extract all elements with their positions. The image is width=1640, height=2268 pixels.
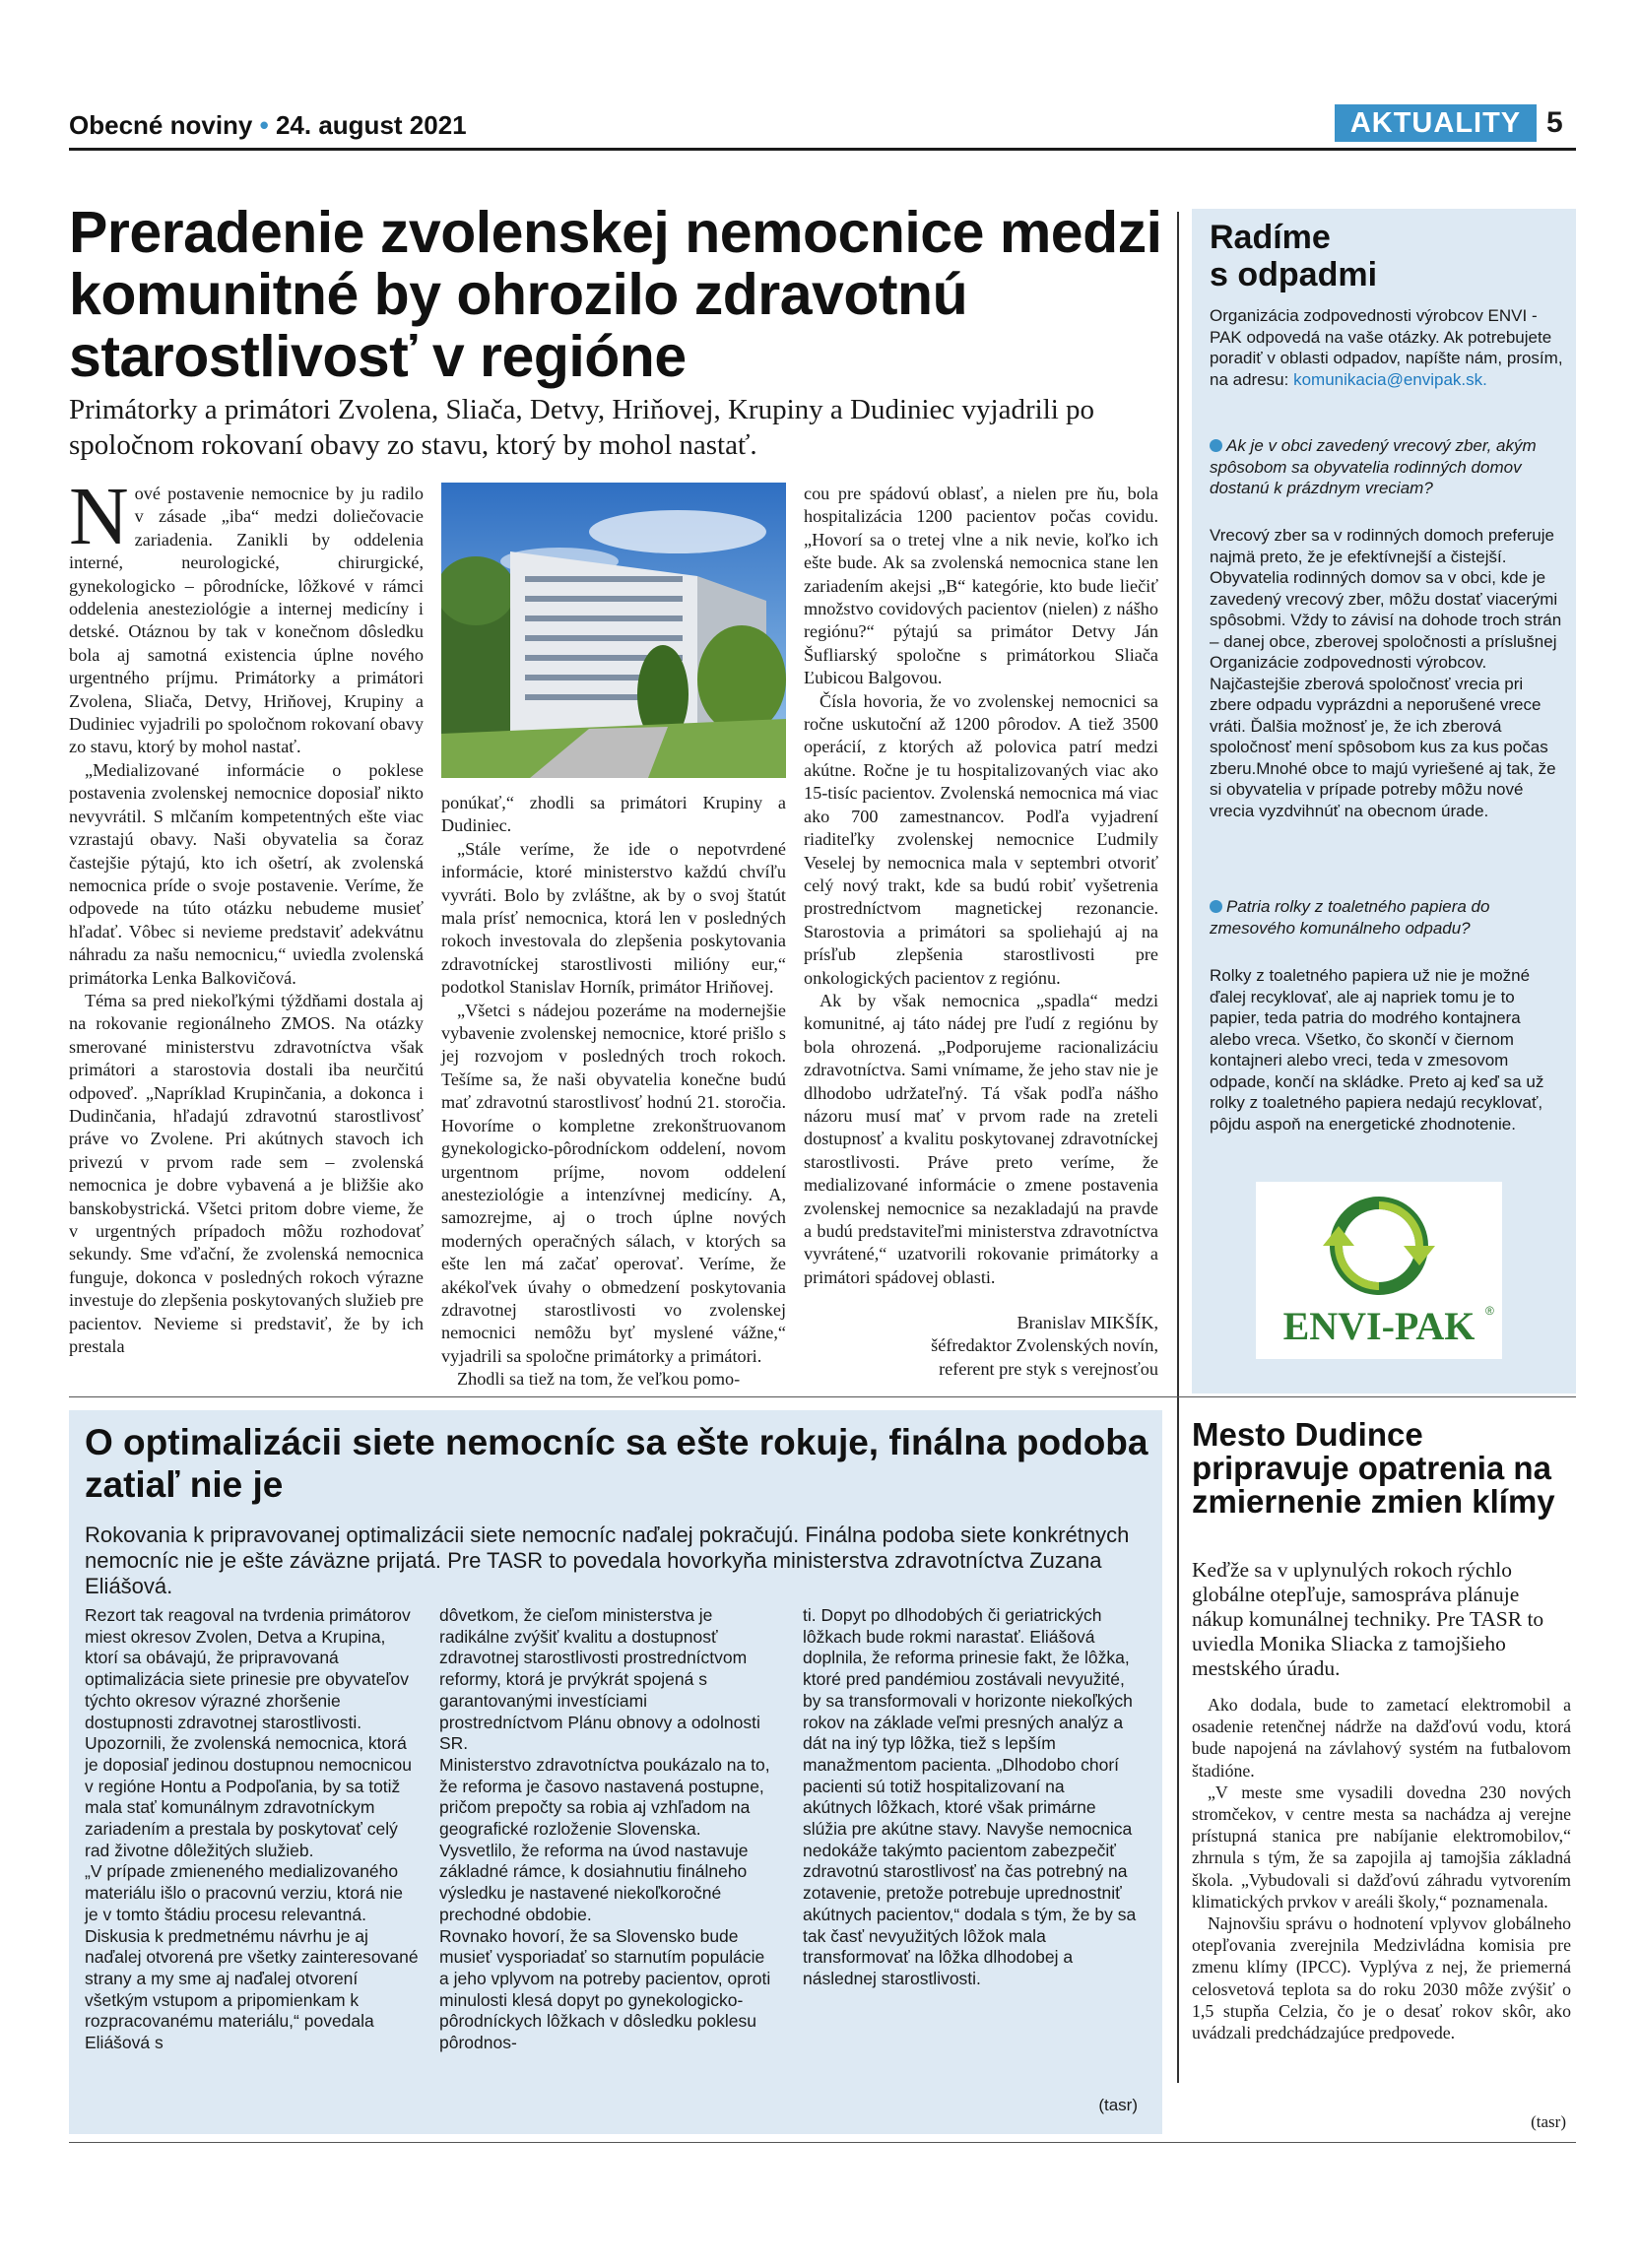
paragraph: Rovnako hovorí, že sa Slovensko bude musieť vysporiadať so starnutím populácie a jeho vplyvom na potreby pacientov, oproti minulosti klesá dopyt po gynekologicko-pôrodníckych lôžkach v dôsledku poklesu pôrodnos- xyxy=(439,1925,771,2053)
paragraph: ponúkať,“ zhodli sa primátori Krupiny a Dudiniec. xyxy=(441,793,786,836)
main-column-2 xyxy=(441,792,786,1392)
answer-2: Rolky z toaletného papiera už nie je možné ďalej recyklovať, ale aj napriek tomu je to papier, teda patria do modrého kontajnera alebo vreca. Všetko, čo skončí v čiernom kontajneri alebo vreci, teda v zmesovom odpade, končí na skládke. Preto aj keď sa už rolky z toaletného papiera nedajú recyklovať, pôjdu aspoň na energetické zhodnotenie. xyxy=(1210,966,1544,1134)
sidebar2-body xyxy=(1192,1694,1571,2043)
sidebar2-lead: Keďže sa v uplynulých rokoch rýchlo globálne otepľuje, samospráva plánuje nákup komunálnej techniky. Pre TASR to uviedla Monika Sliacka z tamojšieho mestského úradu. xyxy=(1192,1558,1544,1680)
sidebar-title-line-2: s odpadmi xyxy=(1210,256,1378,293)
paragraph: Ministerstvo zdravotníctva poukázalo na to, že reforma je časovo nastavená postupne, pričom prepočty sa robia aj vzhľadom na geografické rozloženie Slovenska. Vysvetlilo, že reforma na úvod nastavuje základné rámce, k dosiahnutiu finálneho výsledku je nastavené niekoľkoročné prechodné obdobie. xyxy=(439,1754,770,1924)
hospital-building-image xyxy=(441,483,786,778)
paper-name: Obecné noviny xyxy=(69,110,253,140)
main-column-3 xyxy=(804,483,1158,1289)
bullet-icon xyxy=(1210,439,1222,452)
question-2: Patria rolky z toaletného papiera do zmesového komunálneho odpadu? xyxy=(1210,897,1490,938)
section-rule xyxy=(69,1396,1576,1397)
logo-wordmark: ENVI-PAK xyxy=(1282,1304,1476,1348)
answer-1: Vrecový zber sa v rodinných domoch preferuje najmä preto, že je efektívnejší a čistejší. Obyvatelia rodinných domov sa v obci, kde je zavedený vrecový zber, môžu dostať viacerými spôsobmi. Vždy to závisí na dohode troch strán – danej obce, zberovej spoločnosti a príslušnej Organizácie zodpovednosti výrobcov. Najčastejšie zberová spoločnosť vrecia pri zbere odpadu vyprázdni a neporušené vrece vráti. Ďalšia možnosť je, že ich zberová spoločnosť mení spôsobom kus za kus počas zberu.Mnohé obce to majú vyriešené aj tak, že si obyvatelia v prípade potreby môžu nové vrecia vyzdvihnúť na obecnom úrade. xyxy=(1210,526,1562,820)
paragraph: Rezort tak reagoval na tvrdenia primátorov miest okresov Zvolen, Detva a Krupina, ktorí sa obávajú, že pripravovaná optimalizácia siete prinesie pre obyvateľov týchto okresov výrazné zhoršenie dostupnosti zdravotnej starostlivosti. Upozornili, že zvolenská nemocnica, ktorá je doposiaľ jedinou dostupnou nemocnicou v regióne Hontu a Podpoľania, by sa totiž mala stať komunálnym zdravotníckym zariadením a prestala by poskytovať celý rad životne dôležitých služieb. xyxy=(85,1605,413,1860)
paragraph: Ako dodala, bude to zametací elektromobil a osadenie retenčnej nádrže na dažďovú vodu, ktorá bude napojená na závlahový systém na futbalovom štadióne. xyxy=(1192,1695,1571,1781)
paragraph: Najnovšiu správu o hodnotení vplyvov globálneho otepľovania zverejnila Medzivládna komisia pre zmenu klímy (IPCC). Vyplýva z nej, že priemerná celosvetová teplota sa do roku 2030 môže zvýšiť o 1,5 stupňa Celzia, čo je o desať rokov skôr, ako uvádzali predchádzajúce predpovede. xyxy=(1192,1913,1571,2043)
sidebar-intro: Organizácia zodpovednosti výrobcov ENVI - PAK odpovedá na vaše otázky. Ak potrebujete poradiť v oblasti odpadov, napíšte nám, prosím, na adresu: komunikacia@envipak.sk. xyxy=(1210,306,1563,389)
paragraph: Nové postavenie nemocnice by ju radilo v zásade „iba“ medzi doliečovacie zariadenia. Zanikli by oddelenia interné, neurologické, chirurgické, gynekologicko – pôrodnícke, lôžkové v rámci oddelenia anesteziológie a internej medicíny i detské. Otáznou by tak v konečnom dôsledku bola aj samotná existencia úplne nového urgentného príjmu. Primátorky a primátori Zvolena, Sliača, Detvy, Hriňovej, Krupiny a Dudiniec vyjadrili po spoločnom rokovaní obavy zo stavu, ktorý by mohol nastať. xyxy=(69,471,424,757)
paragraph: „V prípade zmieneného medializovaného materiálu išlo o pracovnú verziu, ktorá nie je v tomto štádiu procesu relevantná. Diskusia k predmetnému návrhu je aj naďalej otvorená pre všetky zainteresované strany a my sme aj naďalej otvorení všetkým vstupom a pripomienkam k rozpracovanému materiálu,“ povedala Eliášová s xyxy=(85,1861,419,2053)
masthead xyxy=(69,110,467,141)
main-headline: Preradenie zvolenskej nemocnice medzi komunitné by ohrozilo zdravotnú starostlivosť v regióne xyxy=(69,200,1162,389)
section-label: AKTUALITY xyxy=(1335,104,1537,142)
paragraph: Zhodli sa tiež na tom, že veľkou pomo- xyxy=(457,1369,741,1390)
main-lead: Primátorky a primátori Zvolena, Sliača, Detvy, Hriňovej, Krupiny a Dudiniec vyjadrili po spoločnom rokovaní obavy zo stavu, ktorý by mohol nastať. xyxy=(69,394,1095,461)
contact-email-link[interactable]: komunikacia@envipak.sk. xyxy=(1293,369,1487,389)
recycle-logo-icon xyxy=(1256,1182,1502,1359)
drop-cap: N xyxy=(69,471,129,562)
paragraph: „V meste sme vysadili dovedna 230 nových stromčekov, v centre mesta sa nachádza aj verejne prístupná stanica pre nabíjanie elektromobilov,“ zhrnula s tým, že sa zapojila aj tamojšia základná škola. „Vybudovali si dažďovú záhradu vytvorením klimatických prvkov v areáli školy,“ poznamenala. xyxy=(1192,1782,1571,1912)
sidebar2-source: (tasr) xyxy=(1531,2112,1566,2131)
sidebar2-headline: Mesto Dudince pripravuje opatrenia na zmiernenie zmien klímy xyxy=(1192,1416,1555,1520)
header-rule xyxy=(69,148,1576,151)
paragraph: „Medializované informácie o poklese postavenia zvolenskej nemocnice doposiaľ nikto nevyvrátil. S mlčaním kompetentných ešte viac vzrastajú obavy. Naši obyvatelia sa čoraz častejšie pýtajú, kto ich ošetrí, ak zvolenská nemocnica príde o svoje postavenie. Veríme, že odpovede na túto otázku nebudeme musieť hľadať. Vôbec si nevieme predstaviť adekvátnu náhradu za našu nemocnicu,“ uviedla zvolenská primátorka Lenka Balkovičová. xyxy=(69,759,424,988)
hospital-photo xyxy=(441,483,786,778)
author-name: Branislav MIKŠÍK, xyxy=(1017,1313,1158,1332)
paragraph: dôvetkom, že cieľom ministerstva je radikálne zvýšiť kvalitu a dostupnosť zdravotnej starostlivosti prostredníctvom reformy, ktorá je prvýkrát spojená s garantovanými investíciami prostredníctvom Plánu obnovy a odolnosti SR. xyxy=(439,1605,760,1754)
envi-pak-logo xyxy=(1256,1182,1502,1359)
page-number: 5 xyxy=(1546,106,1563,139)
paragraph: Téma sa pred niekoľkými týždňami dostala aj na rokovanie regionálneho ZMOS. Na otázky smerované ministerstvu zdravotníctva však primátori a starostovia dostali iba neurčitú odpoveď. „Napríklad Krupinčania, a dokonca i Dudinčania, hľadajú zdravotnú starostlivosť práve vo Zvolene. Pri akútnych stavoch ich privezú v prvom rade sem – zvolenská nemocnica je dobre vybavená a je bližšie ako banskobystrická. Všetci pritom dobre vieme, že v urgentných prípadoch môžu rozhodovať sekundy. Sme vďační, že zvolenská nemocnica funguje, dokonca v posledných rokoch výrazne investuje do zlepšenia poskytovaných služieb pre pacientov. Nevieme si predstaviť, že by ich prestala xyxy=(69,990,424,1357)
bottom-column-3 xyxy=(803,1605,1138,1990)
paragraph: Čísla hovoria, že vo zvolenskej nemocnici sa ročne uskutoční až 1200 pôrodov. A tiež 3500 operácií, z ktorých až polovica patrí medzi akútne. Ročne je tu hospitalizovaných viac ako 15-tisíc pacientov. Zvolenská nemocnica má viac ako 700 zamestnancov. Podľa vyjadrení riaditeľky zvolenskej nemocnice Ľudmily Veselej by nemocnica mala v septembri otvoriť celý nový trakt, kde sa budú robiť vyšetrenia prostredníctvom magnetickej rezonancie. Starostovia a primátori sa spoliehajú aj na prísľub zlepšenia starostlivosti pre onkologických pacientov z regiónu. xyxy=(804,690,1158,988)
paragraph: „Stále veríme, že ide o nepotvrdené informácie, ktoré ministerstvo každú chvíľu vyvráti. Bolo by zvláštne, ak by o svoj štatút mala prísť nemocnica, ktorá len v posledných rokoch investovala do zlepšenia poskytovania zdravotníckej starostlivosti milióny eur,“ podotkol Stanislav Horník, primátor Hriňovej. xyxy=(441,838,786,998)
sidebar-title xyxy=(1210,219,1564,293)
paragraph: ti. Dopyt po dlhodobých či geriatrických lôžkach bude rokmi narastať. Eliášová doplnila, že reforma prinesie fakt, že lôžka, ktoré pred pandémiou zostávali nevyužité, by sa transformovali v horizonte niekoľkých rokov na základe veľmi presných analýz a dát na iný typ lôžka, tiež s lepším manažmentom pacienta. „Dlhodobo chorí pacienti sú totiž hospitalizovaní na akútnych lôžkach, ktoré však primárne slúžia pre akútne stavy. Navyše nemocnica nedokáže takýmto pacientom zabezpečiť zdravotnú starostlivosť na čas potrebný na zotavenie, pretože potrebuje uprednostniť akútnych pacientov,“ dodala s tým, že by sa tak časť nevyužitých lôžok mala transformovať na lôžka dlhodobej a následnej starostlivosti. xyxy=(803,1605,1137,1988)
bottom-column-1 xyxy=(85,1605,420,2054)
registered-mark: ® xyxy=(1485,1304,1494,1318)
main-column-1 xyxy=(69,471,424,1358)
author-signature xyxy=(804,1312,1158,1381)
bottom-headline: O optimalizácii siete nemocníc sa ešte rokuje, finálna podoba zatiaľ nie je xyxy=(85,1422,1148,1505)
footer-rule xyxy=(69,2142,1576,2143)
issue-date: 24. august 2021 xyxy=(275,110,467,140)
author-role: šéfredaktor Zvolenských novín, xyxy=(931,1335,1158,1356)
sidebar-title-line-1: Radíme xyxy=(1210,219,1331,256)
column-divider xyxy=(1177,212,1179,2083)
bullet-icon xyxy=(1210,900,1222,913)
question-1: Ak je v obci zavedený vrecový zber, akým spôsobom sa obyvatelia rodinných domov dostanú k prázdnym vreciam? xyxy=(1210,436,1537,497)
author-role-2: referent pre styk s verejnosťou xyxy=(939,1358,1158,1379)
paragraph: Ak by však nemocnica „spadla“ medzi komunitné, aj táto nádej pre ľudí z regiónu by bola ohrozená. „Podporujeme racionalizáciu zdravotníctva. Sami vnímame, že jeho stav nie je dlhodobo udržateľný. Tá však podľa nášho názoru musí mať v prvom rade na zreteli dostupnosť a kvalitu poskytovanej zdravotníckej starostlivosti. Práve preto veríme, že medializované informácie o zmene postavenia zvolenskej nemocnice sa nezakladajú na pravde a budú predstaviteľmi ministerstva zdravotníctva vyvrátené,“ uzatvorili rokovanie primátorky a primátori spádovej oblasti. xyxy=(804,990,1158,1287)
bottom-column-2 xyxy=(439,1605,774,2054)
paragraph: „Všetci s nádejou pozeráme na modernejšie vybavenie zvolenskej nemocnice, ktoré prišlo s jej rozvojom v posledných troch rokoch. Tešíme sa, že naši obyvatelia konečne budú mať zdravotnú starostlivosť hodnú 21. storočia. Hovoríme o kompletne zrekonštruovanom gynekologicko-pôrodníckom oddelení, novom urgentnom príjme, novom oddelení anesteziológie a intenzívnej medicíny. A, samozrejme, aj o troch úplne nových moderných operačných sálach, v ktorých sa ešte len má začať operovať. Veríme, že akékoľvek úvahy o obmedzení poskytovania zdravotnej starostlivosti vo zvolenskej nemocnici nemôžu byť myslené vážne,“ vyjadrili sa spoločne primátorky a primátori. xyxy=(441,1000,786,1366)
bottom-lead: Rokovania k pripravovanej optimalizácii siete nemocníc naďalej pokračujú. Finálna podoba siete konkrétnych nemocníc nie je ešte záväzne prijatá. Pre TASR to povedala hovorkyňa ministerstva zdravotníctva Zuzana Eliášová. xyxy=(85,1523,1130,1598)
masthead-separator: • xyxy=(259,110,269,140)
bottom-source: (tasr) xyxy=(1098,2096,1138,2114)
paragraph: cou pre spádovú oblasť, a nielen pre ňu, bola hospitalizácia 1200 pacientov počas covidu. „Hovorí sa o tretej vlne a nik nevie, koľko ich ešte bude. Ak sa zvolenská nemocnica stane len zariadením akejsi „B“ kategórie, kto bude liečiť množstvo covidových pacientov (nielen) z nášho regiónu?“ pýtajú sa primátor Detvy Ján Šufliarský spoločne s primátorkou Sliača Ľubicou Balgovou. xyxy=(804,484,1158,688)
